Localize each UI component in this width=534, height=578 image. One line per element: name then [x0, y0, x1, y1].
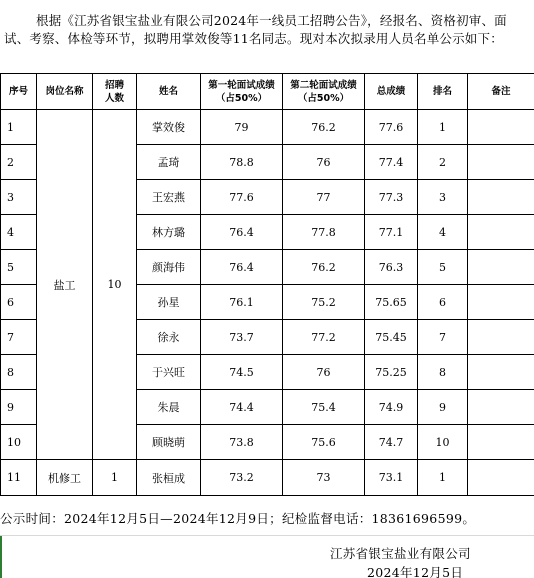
cell-round1-score: 74.4	[201, 390, 283, 425]
cell-round2-score: 76	[283, 355, 365, 390]
cell-total-score: 74.7	[365, 425, 418, 460]
cell-name: 张桓成	[137, 460, 201, 496]
cell-round2-score: 77.8	[283, 215, 365, 250]
cell-rank: 8	[418, 355, 468, 390]
cell-round1-score: 74.5	[201, 355, 283, 390]
cell-rank: 7	[418, 320, 468, 355]
header-round2-line2: （占50%）	[297, 92, 350, 104]
cell-seq: 1	[1, 110, 37, 145]
cell-round1-score: 73.2	[201, 460, 283, 496]
cell-seq: 6	[1, 285, 37, 320]
cell-total-score: 75.65	[365, 285, 418, 320]
cell-name: 王宏燕	[137, 180, 201, 215]
cell-round2-score: 76.2	[283, 110, 365, 145]
cell-round2-score: 77.2	[283, 320, 365, 355]
cell-seq: 9	[1, 390, 37, 425]
header-rank: 排名	[418, 74, 468, 110]
header-quota-line2: 人数	[104, 92, 124, 104]
cell-round1-score: 73.7	[201, 320, 283, 355]
cell-rank: 4	[418, 215, 468, 250]
cell-round2-score: 73	[283, 460, 365, 496]
cell-total-score: 76.3	[365, 250, 418, 285]
cell-remark	[468, 355, 534, 390]
cell-name: 徐永	[137, 320, 201, 355]
cell-round1-score: 78.8	[201, 145, 283, 180]
signature-date: 2024年12月5日	[367, 565, 464, 578]
publicity-notice: 公示时间：2024年12月5日—2024年12月9日；纪检监督电话：18361696599。	[0, 511, 476, 526]
cell-position: 盐工	[37, 110, 93, 460]
cell-round2-score: 76	[283, 145, 365, 180]
cell-remark	[468, 320, 534, 355]
cell-total-score: 74.9	[365, 390, 418, 425]
cell-remark	[468, 110, 534, 145]
cell-seq: 7	[1, 320, 37, 355]
cell-rank: 3	[418, 180, 468, 215]
header-quota-line1: 招聘	[104, 79, 124, 91]
header-total: 总成绩	[365, 74, 418, 110]
cell-round1-score: 77.6	[201, 180, 283, 215]
header-name: 姓名	[137, 74, 201, 110]
table-row	[1, 110, 534, 145]
cell-round1-score: 76.4	[201, 250, 283, 285]
cell-total-score: 73.1	[365, 460, 418, 496]
cell-rank: 2	[418, 145, 468, 180]
cell-total-score: 77.1	[365, 215, 418, 250]
cell-round2-score: 75.2	[283, 285, 365, 320]
cell-total-score: 75.25	[365, 355, 418, 390]
cell-remark	[468, 460, 534, 496]
table-body	[1, 110, 534, 496]
cell-total-score: 77.3	[365, 180, 418, 215]
cell-rank: 5	[418, 250, 468, 285]
cell-quota: 10	[93, 110, 137, 460]
hiring-roster-table	[0, 73, 534, 496]
page-divider	[0, 535, 534, 536]
cell-round1-score: 76.1	[201, 285, 283, 320]
cell-rank: 1	[418, 110, 468, 145]
table-row	[1, 460, 534, 496]
cell-round2-score: 76.2	[283, 250, 365, 285]
header-quota	[93, 74, 137, 110]
cell-seq: 3	[1, 180, 37, 215]
cell-rank: 10	[418, 425, 468, 460]
cell-rank: 6	[418, 285, 468, 320]
header-position: 岗位名称	[37, 74, 93, 110]
cell-round2-score: 75.4	[283, 390, 365, 425]
header-remark: 备注	[468, 74, 534, 110]
cell-name: 朱晨	[137, 390, 201, 425]
cell-remark	[468, 390, 534, 425]
cell-name: 林方璐	[137, 215, 201, 250]
cell-seq: 2	[1, 145, 37, 180]
cell-seq: 8	[1, 355, 37, 390]
cell-total-score: 77.6	[365, 110, 418, 145]
cell-name: 颜海伟	[137, 250, 201, 285]
cell-round1-score: 76.4	[201, 215, 283, 250]
header-round1-line2: （占50%）	[215, 92, 268, 104]
cell-remark	[468, 285, 534, 320]
cell-round2-score: 77	[283, 180, 365, 215]
cell-remark	[468, 145, 534, 180]
cell-total-score: 75.45	[365, 320, 418, 355]
cell-remark	[468, 180, 534, 215]
signature-org: 江苏省银宝盐业有限公司	[330, 546, 471, 561]
cell-remark	[468, 250, 534, 285]
header-round2	[283, 74, 365, 110]
cell-name: 孙星	[137, 285, 201, 320]
cell-name: 于兴旺	[137, 355, 201, 390]
cell-round1-score: 73.8	[201, 425, 283, 460]
cell-name: 孟琦	[137, 145, 201, 180]
header-round1-line1: 第一轮面试成绩	[208, 79, 275, 91]
cell-round1-score: 79	[201, 110, 283, 145]
cell-seq: 10	[1, 425, 37, 460]
cell-rank: 9	[418, 390, 468, 425]
header-round1	[201, 74, 283, 110]
header-seq: 序号	[1, 74, 37, 110]
cell-name: 顾晓萌	[137, 425, 201, 460]
cell-remark	[468, 425, 534, 460]
cell-remark	[468, 215, 534, 250]
cell-rank: 1	[418, 460, 468, 496]
table-header-row	[1, 74, 534, 110]
cell-seq: 4	[1, 215, 37, 250]
cell-quota: 1	[93, 460, 137, 496]
cell-position: 机修工	[37, 460, 93, 496]
header-round2-line1: 第二轮面试成绩	[290, 79, 357, 91]
intro-paragraph: 根据《江苏省银宝盐业有限公司2024年一线员工招聘公告》，经报名、资格初审、面试、考察、体检等环节，拟聘用掌效俊等11名同志。现对本次拟录用人员名单公示如下：	[4, 13, 507, 46]
cell-seq: 11	[1, 460, 37, 496]
margin-marker	[0, 536, 2, 578]
cell-name: 掌效俊	[137, 110, 201, 145]
cell-total-score: 77.4	[365, 145, 418, 180]
cell-round2-score: 75.6	[283, 425, 365, 460]
cell-seq: 5	[1, 250, 37, 285]
